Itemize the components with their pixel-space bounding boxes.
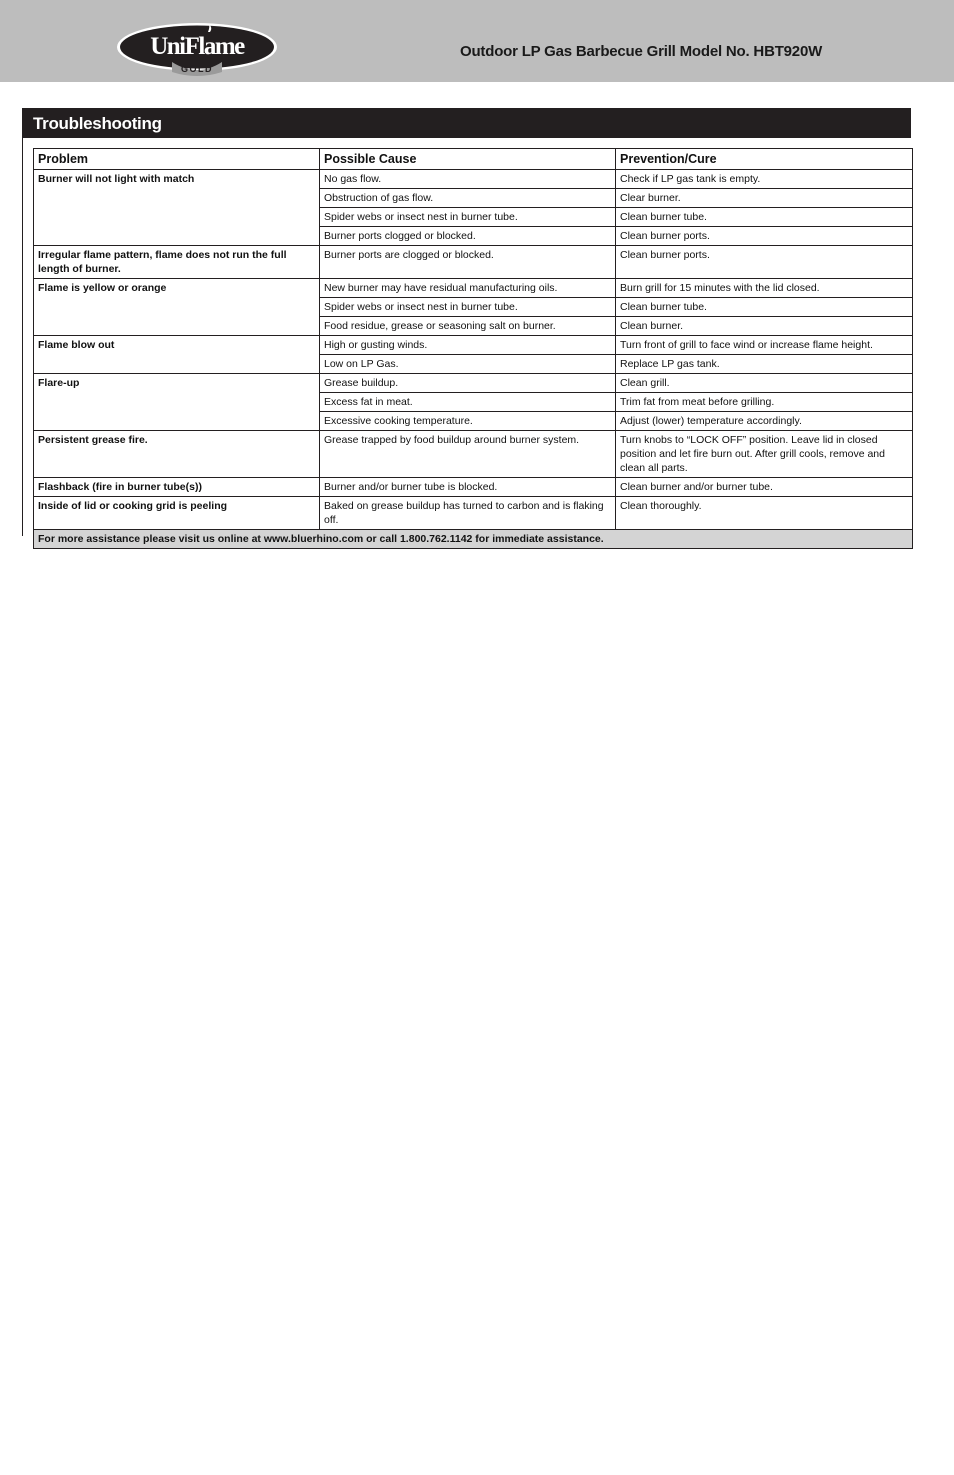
problem-cell: Flame is yellow or orange xyxy=(34,279,320,336)
table-row xyxy=(34,431,913,478)
table-row xyxy=(34,170,913,189)
section-title: Troubleshooting xyxy=(33,114,162,133)
cure-cell: Clean burner. xyxy=(616,317,913,336)
cause-cell: Obstruction of gas flow. xyxy=(320,189,616,208)
header-band xyxy=(0,0,954,82)
table-row xyxy=(34,374,913,393)
column-header-cure: Prevention/Cure xyxy=(616,149,913,170)
table-row xyxy=(34,336,913,355)
assistance-footer: For more assistance please visit us online at www.bluerhino.com or call 1.800.762.1142 for immediate assistance. xyxy=(34,530,913,549)
cause-cell: Burner ports clogged or blocked. xyxy=(320,227,616,246)
cause-cell: New burner may have residual manufacturing oils. xyxy=(320,279,616,298)
left-rule xyxy=(22,138,23,536)
table-row xyxy=(34,478,913,497)
problem-cell: Irregular flame pattern, flame does not run the full length of burner. xyxy=(34,246,320,279)
cure-cell: Clean thoroughly. xyxy=(616,497,913,530)
table-footer-row xyxy=(34,530,913,549)
cause-cell: Baked on grease buildup has turned to carbon and is flaking off. xyxy=(320,497,616,530)
cure-cell: Trim fat from meat before grilling. xyxy=(616,393,913,412)
cure-cell: Turn front of grill to face wind or increase flame height. xyxy=(616,336,913,355)
document-title: Outdoor LP Gas Barbecue Grill Model No. HBT920W xyxy=(460,43,823,60)
cause-cell: Burner ports are clogged or blocked. xyxy=(320,246,616,279)
cure-cell: Replace LP gas tank. xyxy=(616,355,913,374)
problem-cell: Inside of lid or cooking grid is peeling xyxy=(34,497,320,530)
uniflame-gold-logo xyxy=(116,22,278,78)
problem-cell: Burner will not light with match xyxy=(34,170,320,246)
section-header xyxy=(22,108,911,138)
problem-cell: Flashback (fire in burner tube(s)) xyxy=(34,478,320,497)
cure-cell: Burn grill for 15 minutes with the lid closed. xyxy=(616,279,913,298)
table-row xyxy=(34,497,913,530)
column-header-problem: Problem xyxy=(34,149,320,170)
column-header-cause: Possible Cause xyxy=(320,149,616,170)
problem-cell: Flame blow out xyxy=(34,336,320,374)
cause-cell: High or gusting winds. xyxy=(320,336,616,355)
cure-cell: Check if LP gas tank is empty. xyxy=(616,170,913,189)
cause-cell: Grease trapped by food buildup around burner system. xyxy=(320,431,616,478)
logo-subtext: GOLD xyxy=(181,64,213,74)
cause-cell: Excess fat in meat. xyxy=(320,393,616,412)
cure-cell: Adjust (lower) temperature accordingly. xyxy=(616,412,913,431)
table-row xyxy=(34,246,913,279)
cause-cell: Low on LP Gas. xyxy=(320,355,616,374)
problem-cell: Persistent grease fire. xyxy=(34,431,320,478)
table-header-row xyxy=(34,149,913,170)
cause-cell: No gas flow. xyxy=(320,170,616,189)
cause-cell: Excessive cooking temperature. xyxy=(320,412,616,431)
cure-cell: Clean grill. xyxy=(616,374,913,393)
cause-cell: Spider webs or insect nest in burner tube. xyxy=(320,298,616,317)
table-row xyxy=(34,279,913,298)
cure-cell: Clear burner. xyxy=(616,189,913,208)
cause-cell: Food residue, grease or seasoning salt on burner. xyxy=(320,317,616,336)
cure-cell: Turn knobs to “LOCK OFF” position. Leave lid in closed position and let fire burn out. After grill cools, remove and clean all parts. xyxy=(616,431,913,478)
cure-cell: Clean burner ports. xyxy=(616,227,913,246)
cure-cell: Clean burner and/or burner tube. xyxy=(616,478,913,497)
cause-cell: Grease buildup. xyxy=(320,374,616,393)
cause-cell: Spider webs or insect nest in burner tube. xyxy=(320,208,616,227)
cure-cell: Clean burner tube. xyxy=(616,298,913,317)
troubleshooting-table xyxy=(33,148,913,549)
cure-cell: Clean burner tube. xyxy=(616,208,913,227)
logo-wordmark: UniFlame xyxy=(150,33,244,60)
problem-cell: Flare-up xyxy=(34,374,320,431)
cure-cell: Clean burner ports. xyxy=(616,246,913,279)
cause-cell: Burner and/or burner tube is blocked. xyxy=(320,478,616,497)
